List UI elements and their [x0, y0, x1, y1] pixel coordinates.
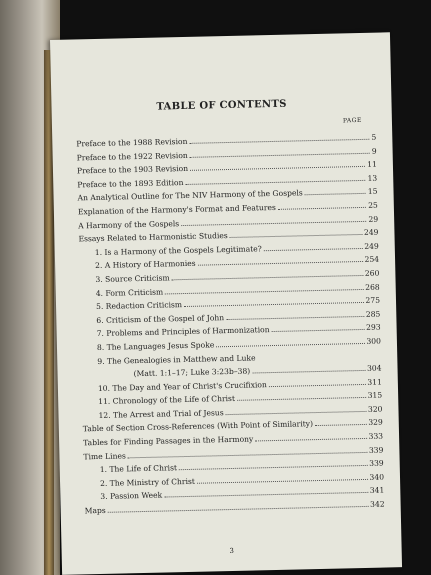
toc-entry-page: 29: [368, 214, 379, 224]
toc-entry-page: 320: [367, 404, 383, 414]
page-number: 3: [229, 546, 234, 556]
toc-entry-page: 25: [368, 200, 378, 210]
toc-entry-page: 329: [368, 418, 383, 428]
toc-entry-title: 1. Is a Harmony of the Gospels Legitimate?: [94, 243, 262, 257]
toc-entry-title: Maps: [84, 505, 106, 516]
toc-entry-title: (Matt. 1:1–17; Luke 3:23b–38): [133, 366, 251, 379]
toc-entry-page: 285: [365, 309, 381, 319]
toc-entry-page: 268: [365, 282, 380, 292]
toc-entry-title: Explanation of the Harmony's Format and Features: [77, 202, 276, 217]
toc-entry-page: 304: [366, 363, 382, 373]
toc-entry-title: Tables for Finding Passages in the Harmony: [83, 434, 254, 448]
toc-entry-title: 3. Passion Week: [100, 491, 163, 502]
toc-entry-title: 3. Source Criticism: [95, 273, 170, 284]
dot-leader: [216, 335, 364, 347]
toc-entry-title: 7. Problems and Principles of Harmonization: [96, 325, 270, 339]
toc-entry-page: 11: [367, 159, 378, 170]
toc-entry-title: 6. Criticism of the Gospel of John: [96, 312, 225, 325]
toc-entry-page: 249: [363, 227, 379, 238]
toc-entry-title: Preface to the 1922 Revision: [76, 150, 188, 163]
toc-entry-page: 339: [368, 445, 384, 455]
toc-entry-page: 333: [368, 431, 384, 441]
toc-entry-page: 249: [364, 241, 379, 251]
toc-entry-page: 13: [367, 173, 378, 183]
toc-entry-title: Essays Related to Harmonistic Studies: [78, 231, 228, 244]
dot-leader: [237, 389, 366, 401]
toc-entry-page: 300: [366, 336, 382, 346]
book-page: [50, 32, 402, 575]
toc-entry-title: 8. The Languages Jesus Spoke: [96, 340, 215, 352]
dot-leader: [226, 403, 366, 415]
toc-entry-page: 254: [364, 254, 380, 265]
toc-entry-page: 9: [371, 146, 377, 156]
toc-entry-title: 5. Redaction Criticism: [95, 300, 183, 312]
toc-entry-title: 12. The Arrest and Trial of Jesus: [98, 408, 224, 420]
dot-leader: [252, 362, 365, 374]
dot-leader: [305, 185, 366, 195]
toc-entry-page: 293: [366, 322, 381, 333]
toc-entry-title: 11. Chronology of the Life of Christ: [98, 394, 236, 407]
toc-entry-page: 341: [369, 485, 385, 496]
dot-leader: [255, 430, 367, 442]
toc-entry-title: A Harmony of the Gospels: [78, 218, 180, 230]
toc-entry-title: Preface to the 1988 Revision: [76, 136, 188, 149]
toc-entry-page: 339: [369, 458, 384, 469]
dot-leader: [226, 308, 364, 320]
dot-leader: [189, 131, 369, 144]
toc-entry-title: Preface to the 1903 Revision: [76, 164, 189, 176]
toc-entry-page: 340: [369, 472, 385, 482]
toc-entry-title: Time Lines: [83, 451, 126, 462]
dot-leader: [278, 199, 367, 210]
toc-entry-page: 342: [370, 499, 385, 509]
dot-leader: [264, 240, 363, 251]
dot-leader: [257, 349, 379, 360]
table-of-contents: [76, 131, 385, 518]
toc-entry-title: Preface to the 1893 Edition: [77, 177, 184, 190]
toc-entry-page: 315: [367, 390, 383, 401]
toc-entry-page: 260: [364, 268, 380, 278]
toc-entry-page: 5: [371, 132, 377, 142]
toc-entry-title: 10. The Day and Year of Christ's Crucifixion: [97, 379, 267, 393]
toc-entry-title: 1. The Life of Christ: [99, 463, 178, 475]
dot-leader: [269, 376, 366, 387]
toc-entry-page: 275: [365, 295, 381, 306]
dot-leader: [315, 416, 366, 426]
toc-entry-title: An Analytical Outline for The NIV Harmony of the Gospels: [77, 188, 303, 203]
toc-entry-page: 15: [367, 186, 378, 197]
toc-entry-title: 2. The Ministry of Christ: [99, 476, 195, 488]
toc-entry-title: Table of Section Cross-References (With Point of Similarity): [82, 419, 314, 434]
toc-entry-title: 9. The Genealogies in Matthew and Luke: [97, 352, 256, 366]
toc-entry-page: 311: [367, 377, 382, 387]
dot-leader: [230, 226, 362, 238]
dot-leader: [271, 321, 364, 332]
page-column-heading: PAGE: [342, 116, 362, 125]
page-title: TABLE OF CONTENTS: [156, 98, 287, 113]
toc-entry-title: 2. A History of Harmonies: [95, 259, 196, 271]
toc-entry-title: 4. Form Criticism: [95, 287, 164, 298]
